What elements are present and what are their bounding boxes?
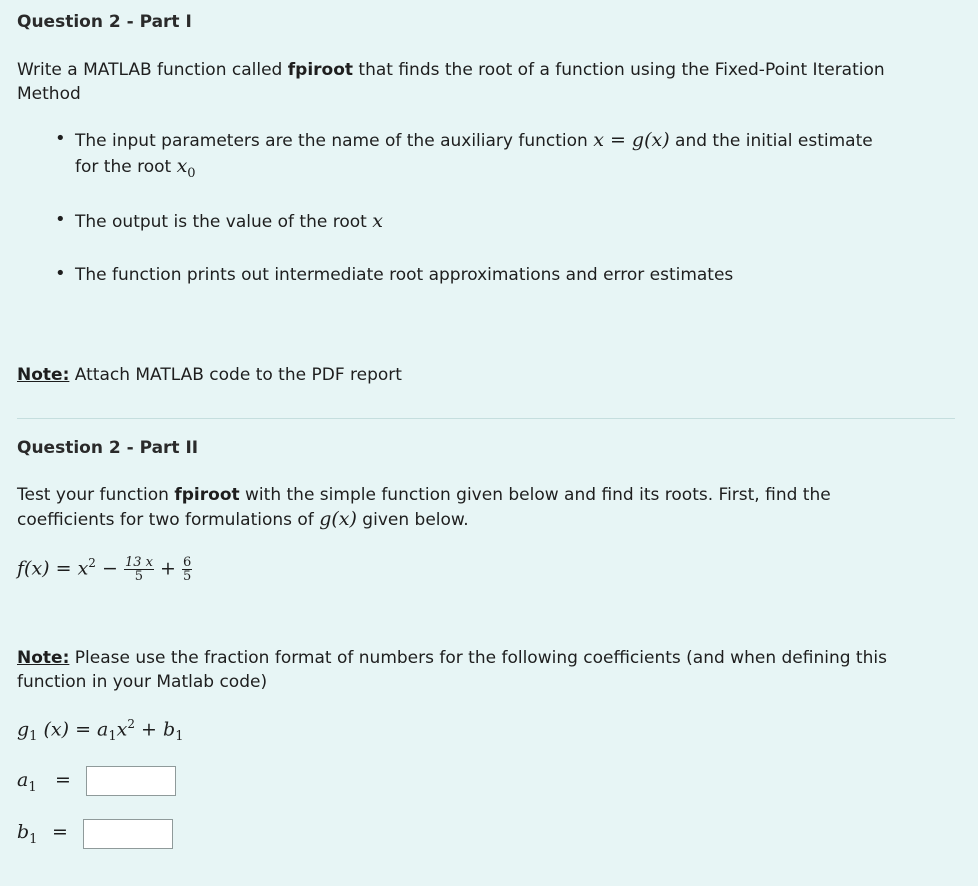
frac2-numerator: 6 [182, 555, 192, 570]
bullet-2 [75, 209, 383, 234]
bullet-dot: • [55, 263, 66, 284]
g1-exponent: 2 [127, 717, 136, 731]
b1-input[interactable] [83, 819, 173, 849]
bullet-3: The function prints out intermediate root approximations and error estimates [75, 265, 734, 285]
fx-minus: − [95, 557, 124, 580]
fx-lhs: f(x) = x [17, 557, 89, 580]
b1-label [17, 821, 37, 847]
frac2-denominator: 5 [182, 569, 192, 584]
part2-note-line2: function in your Matlab code) [17, 672, 268, 692]
part2-test-line2 [17, 507, 469, 532]
g1-subscript: 1 [29, 729, 38, 745]
a1-label [17, 769, 37, 795]
part1-intro-before: Write a MATLAB function called [17, 60, 288, 80]
b1-equals: = [52, 821, 68, 843]
g1-g: g [17, 718, 30, 741]
bullet-1-x0-var: x [176, 155, 188, 177]
fx-equation [17, 556, 192, 583]
part2-note-text: Please use the fraction format of numbers for the following coefficients (and when defining this [69, 648, 887, 668]
bullet-1-line2 [75, 154, 196, 186]
g1-a-subscript: 1 [108, 729, 117, 745]
part1-note [17, 363, 402, 387]
part1-title: Question 2 - Part I [17, 12, 192, 32]
bullet-1-x0 [176, 155, 196, 181]
part2-note-line1 [17, 646, 887, 670]
bullet-1-line1 [75, 128, 873, 153]
part1-function-name: fpiroot [287, 60, 354, 80]
bullet-dot: • [55, 209, 66, 230]
a1-letter: a [17, 769, 29, 791]
b1-subscript: 1 [29, 831, 38, 847]
g1-x: x [116, 718, 128, 741]
bullet-1-line2-text: for the root [75, 157, 177, 177]
part1-note-label: Note: [17, 365, 70, 385]
a1-equals: = [55, 769, 71, 791]
fx-plus: + [153, 557, 182, 580]
frac1-numerator: 13 x [124, 555, 153, 570]
bullet-2-math: x [372, 210, 383, 232]
part2-test-after: with the simple function given below and find its roots. First, find the [239, 485, 831, 505]
g1-plus-b: + b [135, 718, 176, 741]
g1-middle: (x) = a [37, 718, 109, 741]
frac1-denominator: 5 [134, 569, 144, 584]
bullet-1-text: The input parameters are the name of the auxiliary function [75, 131, 594, 151]
fx-fraction-1 [124, 556, 154, 583]
part2-test-line1 [17, 483, 831, 507]
part2-title: Question 2 - Part II [17, 438, 199, 458]
bullet-1-tail: and the initial estimate [669, 131, 873, 151]
part2-test-before: Test your function [17, 485, 175, 505]
part2-test-line2-before: coefficients for two formulations of [17, 510, 320, 530]
part2-function-name: fpiroot [174, 485, 240, 505]
g1-equation [17, 717, 183, 744]
part1-intro-after: that finds the root of a function using the Fixed-Point Iteration [353, 60, 885, 80]
part1-note-text: Attach MATLAB code to the PDF report [69, 365, 402, 385]
part1-intro-line2: Method [17, 84, 81, 104]
bullet-1-x0-sub: 0 [187, 165, 196, 181]
section-divider [17, 418, 955, 419]
fx-fraction-2 [182, 556, 192, 583]
a1-subscript: 1 [28, 779, 37, 795]
a1-input[interactable] [86, 766, 176, 796]
part2-note-label: Note: [17, 648, 70, 668]
part2-test-line2-after: given below. [356, 510, 469, 530]
fx-exponent: 2 [88, 556, 96, 571]
bullet-2-text: The output is the value of the root [75, 212, 373, 232]
bullet-1-math: x = g(x) [593, 129, 670, 151]
b1-letter: b [17, 821, 30, 843]
bullet-dot: • [55, 128, 66, 149]
part2-g-math: g(x) [319, 508, 357, 530]
g1-b-subscript: 1 [175, 729, 184, 745]
part1-intro-line1 [17, 58, 885, 82]
